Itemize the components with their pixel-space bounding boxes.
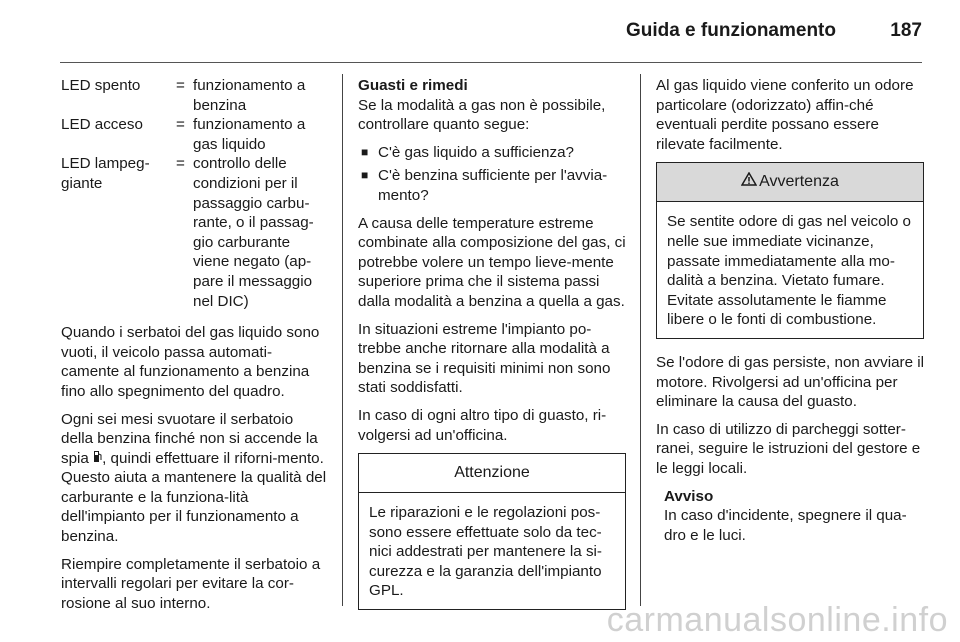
page-number: 187 [890,20,922,41]
paragraph-text: Ogni sei mesi svuotare il serbatoio della benzina finché non si accende la spia [61,410,318,467]
attention-title: Attenzione [359,454,625,493]
list-item [358,143,626,163]
led-state-label: LED spento [61,77,141,94]
paragraph: A causa delle temperature estreme combinate alla composizione del gas, ci potrebbe volere un tempo lieve-mente superiore prima che il sistema passi dalla modalità a benzina a quella a gas. [358,214,626,310]
warning-title: Avvertenza [759,173,839,191]
checklist [358,143,626,206]
fuel-gauge-icon [93,450,102,467]
page-header [60,20,922,44]
paragraph: In caso di utilizzo di parcheggi sotter-ranei, seguire le istruzioni del gestore e le leggi locali. [656,420,921,477]
paragraph: Al gas liquido viene conferito un odore particolare (odorizzato) affin-ché eventuali perdite possano essere rilevate facilmente. [656,77,914,153]
led-state-description: funzionamento a benzina [193,77,306,114]
column-3 [656,76,924,545]
list-item-text: C'è gas liquido a sufficienza? [378,143,574,161]
notice-title: Avviso [664,487,714,505]
led-row [61,154,329,311]
paragraph: Riempire completamente il serbatoio a intervalli regolari per evitare la cor-rosione al suo interno. [61,555,321,612]
paragraph-text: , quindi effettuare il riforni-mento. Questo aiuta a mantenere la qualità del carburante e la funziona-lità dell'impianto per il funzionamento a benzina. [61,449,327,546]
header-divider [60,62,922,63]
warning-box [656,162,924,339]
equals-sign: = [176,116,185,134]
paragraph: Quando i serbatoi del gas liquido sono vuoti, il veicolo passa automati-camente al funzionamento a benzina fino allo spegnimento del quadro. [61,324,320,400]
column-2 [358,76,626,610]
list-item [358,166,626,205]
paragraph-with-icon [61,410,329,547]
column-divider-2 [640,74,641,606]
led-row [61,76,329,115]
list-item-text: C'è benzina sufficiente per l'avvia-mento? [378,167,608,204]
column-1 [61,76,329,621]
notice-body: In caso d'incidente, spegnere il qua-dro e le luci. [664,507,907,544]
column-divider-1 [342,74,343,606]
equals-sign: = [176,77,185,94]
page-title: Guida e funzionamento [625,20,836,41]
bullet-icon: ■ [361,168,369,183]
warning-header [657,163,923,202]
notice [664,487,924,546]
paragraph: Se l'odore di gas persiste, non avviare il motore. Rivolgersi ad un'officina per eliminare la causa del guasto. [656,353,924,411]
equals-sign: = [176,155,185,173]
led-state-description: controllo delle condizioni per il passaggio carbu-rante, o il passag-gio carburante viene negato (ap-pare il messaggio nel DIC) [193,155,314,310]
paragraph: In situazioni estreme l'impianto po-trebbe anche ritornare alla modalità a benzina se i requisiti minimi non sono stati soddisfatti. [358,320,611,397]
attention-body: Le riparazioni e le regolazioni pos-sono essere effettuate solo da tec-nici addestrati per mantenere la si-curezza e la garanzia dell'impianto GPL. [369,504,602,600]
bullet-icon: ■ [361,144,369,159]
led-state-label: LED acceso [61,116,143,134]
led-state-description: funzionamento a gas liquido [193,116,306,153]
paragraph: Se la modalità a gas non è possibile, controllare quanto segue: [358,96,606,134]
led-state-label: LED lampeg-giante [61,155,150,192]
paragraph: In caso di ogni altro tipo di guasto, ri-volgersi ad un'officina. [358,406,607,444]
warning-triangle-icon [741,163,757,201]
attention-box [358,453,626,610]
led-status-table [61,76,329,311]
led-row [61,115,329,154]
section-heading: Guasti e rimedi [358,77,468,94]
warning-body: Se sentite odore di gas nel veicolo o nelle sue immediate vicinanze, passate immediatamente alla mo-dalità a benzina. Vietato fumare. Evitate assolutamente le fiamme libere o le fonti di combustione. [667,213,912,329]
watermark: carmanualsonline.info [606,601,948,639]
